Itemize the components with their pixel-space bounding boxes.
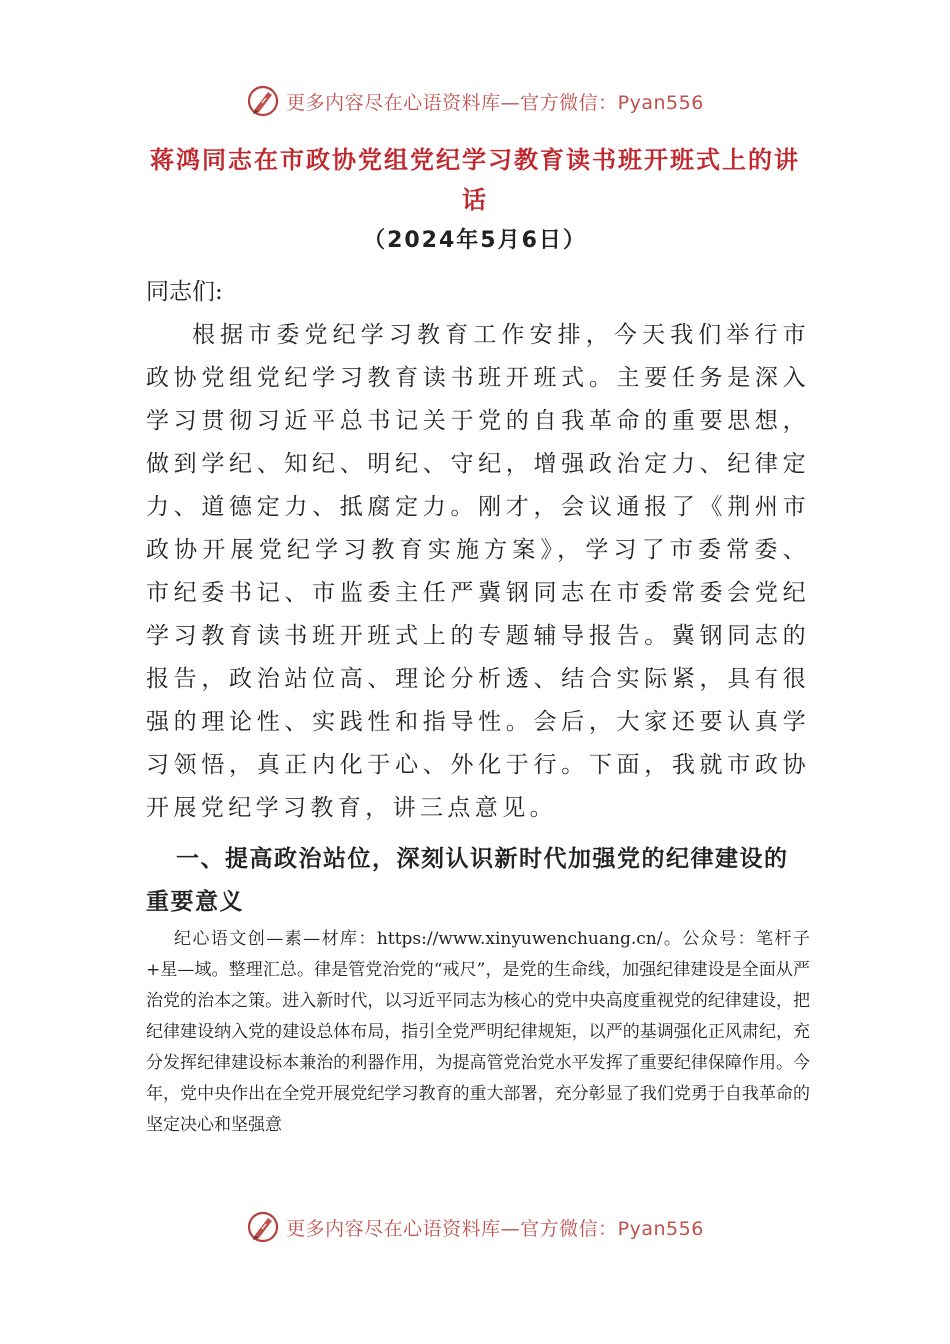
section-heading-1: 一、提高政治站位，深刻认识新时代加强党的纪律建设的重要意义 (146, 846, 789, 915)
pen-nib-circle-icon (246, 1210, 280, 1244)
document-date: （2024年5月6日） (363, 228, 587, 253)
paragraph-intro: 根据市委党纪学习教育工作安排，今天我们举行市政协党组党纪学习教育读书班开班式。主要任务是深入学习贯彻习近平总书记关于党的自我革命的重要思想，做到学纪、知纪、明纪、守纪，增强政治定力、纪律定力、道德定力、抵腐定力。刚才，会议通报了《荆州市政协开展党纪学习教育实施方案》，学习了市委常委、市纪委书记、市监委主任严冀钢同志在市委常委会党纪学习教育读书班开班式上的专题辅导报告。冀钢同志的报告，政治站位高、理论分析透、结合实际紧，具有很强的理论性、实践性和指导性。会后，大家还要认真学习领悟，真正内化于心、外化于行。下面，我就市政协开展党纪学习教育，讲三点意见。 (146, 322, 810, 821)
watermark-text: 更多内容尽在心语资料库—官方微信：Pyan556 (286, 91, 704, 114)
document-title: 蒋鸿同志在市政协党组党纪学习教育读书班开班式上的讲话 (150, 146, 800, 214)
watermark-footer (0, 1210, 950, 1244)
watermark-header (0, 84, 950, 118)
paragraph-section-1: 纪心语文创—素—材库：https://www.xinyuwenchuang.cn/。公众号：笔杆子+星—域。整理汇总。律是管党治党的“戒尺”，是党的生命线，加强纪律建设是全面从严治党的治本之策。进入新时代，以习近平同志为核心的党中央高度重视党的纪律建设，把纪律建设纳入党的建设总体布局，指引全党严明纪律规矩，以严的基调强化正风肃纪，充分发挥纪律建设标本兼治的利器作用，为提高管党治党水平发挥了重要纪律保障作用。今年，党中央作出在全党开展党纪学习教育的重大部署，充分彰显了我们党勇于自我革命的坚定决心和坚强意 (146, 929, 810, 1135)
watermark-text: 更多内容尽在心语资料库—官方微信：Pyan556 (286, 1217, 704, 1240)
pen-nib-circle-icon (246, 84, 280, 118)
salutation: 同志们: (146, 279, 223, 305)
